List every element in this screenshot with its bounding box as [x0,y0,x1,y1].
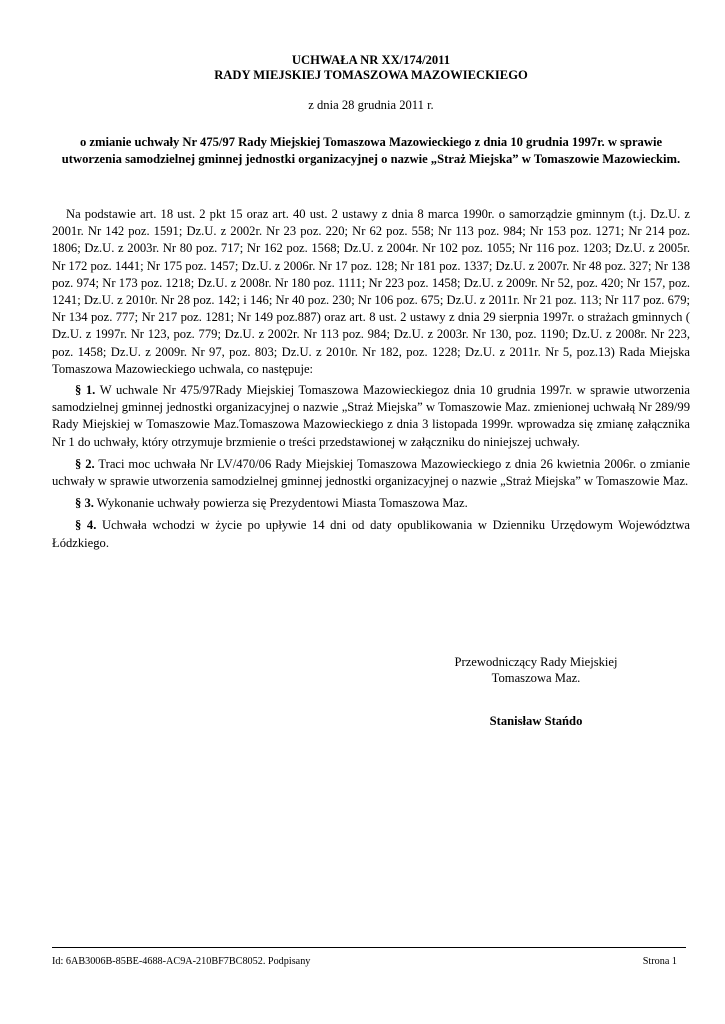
footer-page-number: Strona 1 [642,956,677,967]
footer-divider [52,947,686,948]
resolution-body [52,206,690,556]
resolution-number-title: UCHWAŁA NR XX/174/2011 [291,53,451,67]
section-2-paragraph [52,456,690,490]
section-3-text: Wykonanie uchwały powierza się Prezydentowi Miasta Tomaszowa Maz. [93,496,468,511]
signatory-name: Stanisław Stańdo [489,714,583,728]
resolution-subject: o zmianie uchwały Nr 475/97 Rady Miejskiej Tomaszowa Mazowieckiego z dnia 10 grudnia 1997r. w sprawie utworzenia samodzielnej gminnej jednostki organizacyjnej o nazwie „Straż Miejska” w Tomaszowie Mazowieckim. [61,135,681,166]
resolution-date: z dnia 28 grudnia 2011 r. [308,98,434,112]
section-1-label: § 1. [75,383,96,398]
signatory-role-line1: Przewodniczący Rady Miejskiej [454,655,618,669]
council-name-title: RADY MIEJSKIEJ TOMASZOWA MAZOWIECKIEGO [214,68,528,82]
section-1-text: W uchwale Nr 475/97Rady Miejskiej Tomaszowa Mazowieckiegoz dnia 10 grudnia 1997r. w sprawie utworzenia samodzielnej gminnej jednostki organizacyjnej o nazwie „Straż Miejska” w Tomaszowie Maz. zmienionej uchwałą Nr 289/99 Rady Miejskiej w Tomaszowie Maz.Tomaszowa Mazowieckiego z dnia 3 listopada 1999r. wprowadza się zmianę załącznika Nr 1 do uchwały, który otrzymuje brzmienie o treści przedstawionej w załączniku do niniejszej uchwały. [52,383,691,449]
section-4-text: Uchwała wchodzi w życie po upływie 14 dni od daty opublikowania w Dzienniku Urzędowym Województwa Łódzkiego. [52,518,691,550]
signatory-role-line2: Tomaszowa Maz. [491,671,581,685]
section-4-paragraph [52,517,690,551]
section-3-label: § 3. [75,496,94,511]
section-3-paragraph [52,495,690,512]
section-2-text: Traci moc uchwała Nr LV/470/06 Rady Miejskiej Tomaszowa Mazowieckiego z dnia 26 kwietnia 2006r. o zmianie uchwały w sprawie utworzenia samodzielnej gminnej jednostki organizacyjnej o nazwie „Straż Miejska” w Tomaszowie Maz. [52,456,690,489]
section-1-paragraph [52,382,690,451]
section-4-label: § 4. [75,518,97,533]
preamble-paragraph: Na podstawie art. 18 ust. 2 pkt 15 oraz art. 40 ust. 2 ustawy z dnia 8 marca 1990r. o samorządzie gminnym (t.j. Dz.U. z 2001r. Nr 142 poz. 1591; Dz.U. z 2002r. Nr 23 poz. 220; Nr 62 poz. 558; Nr 113 poz. 984; Nr 153 poz. 1271; Nr 214 poz. 1806; Dz.U. z 2003r. Nr 80 poz. 717; Nr 162 poz. 1568; Dz.U. z 2004r. Nr 102 poz. 1055; Nr 116 poz. 1203; Dz.U. z 2005r. Nr 172 poz. 1441; Nr 175 poz. 1457; Dz.U. z 2006r. Nr 17 poz. 128; Nr 181 poz. 1337; Dz.U. z 2007r. Nr 48 poz. 327; Nr 138 poz. 974; Nr 173 poz. 1218; Dz.U. z 2008r. Nr 180 poz. 1111; Nr 223 poz. 1458; Dz.U. z 2009r. Nr 52, poz. 420; Nr 157, poz. 1241; Dz.U. z 2010r. Nr 28 poz. 142; i 146; Nr 40 poz. 230; Nr 106 poz. 675; Dz.U. z 2011r. Nr 21 poz. 113; Nr 117 poz. 679; Nr 134 poz. 777; Nr 217 poz. 1281; Nr 149 poz.887) oraz art. 8 ust. 2 ustawy z dnia 29 sierpnia 1997r. o strażach gminnych ( Dz.U. z 1997r. Nr 123, poz. 779; Dz.U. z 2002r. Nr 113 poz. 984; Dz.U. z 2003r. Nr 130, poz. 1190; Dz.U. z 2008r. Nr 223, poz. 1458; Dz.U. z 2009r. Nr 97, poz. 803; Dz.U. z 2010r. Nr 182, poz. 1228; Dz.U. z 2011r. Nr 5, poz.13) Rada Miejska Tomaszowa Mazowieckiego uchwala, co następuje: [52,207,690,376]
section-2-label: § 2. [75,456,95,471]
footer-document-id: Id: 6AB3006B-85BE-4688-AC9A-210BF7BC8052. Podpisany [52,956,311,967]
